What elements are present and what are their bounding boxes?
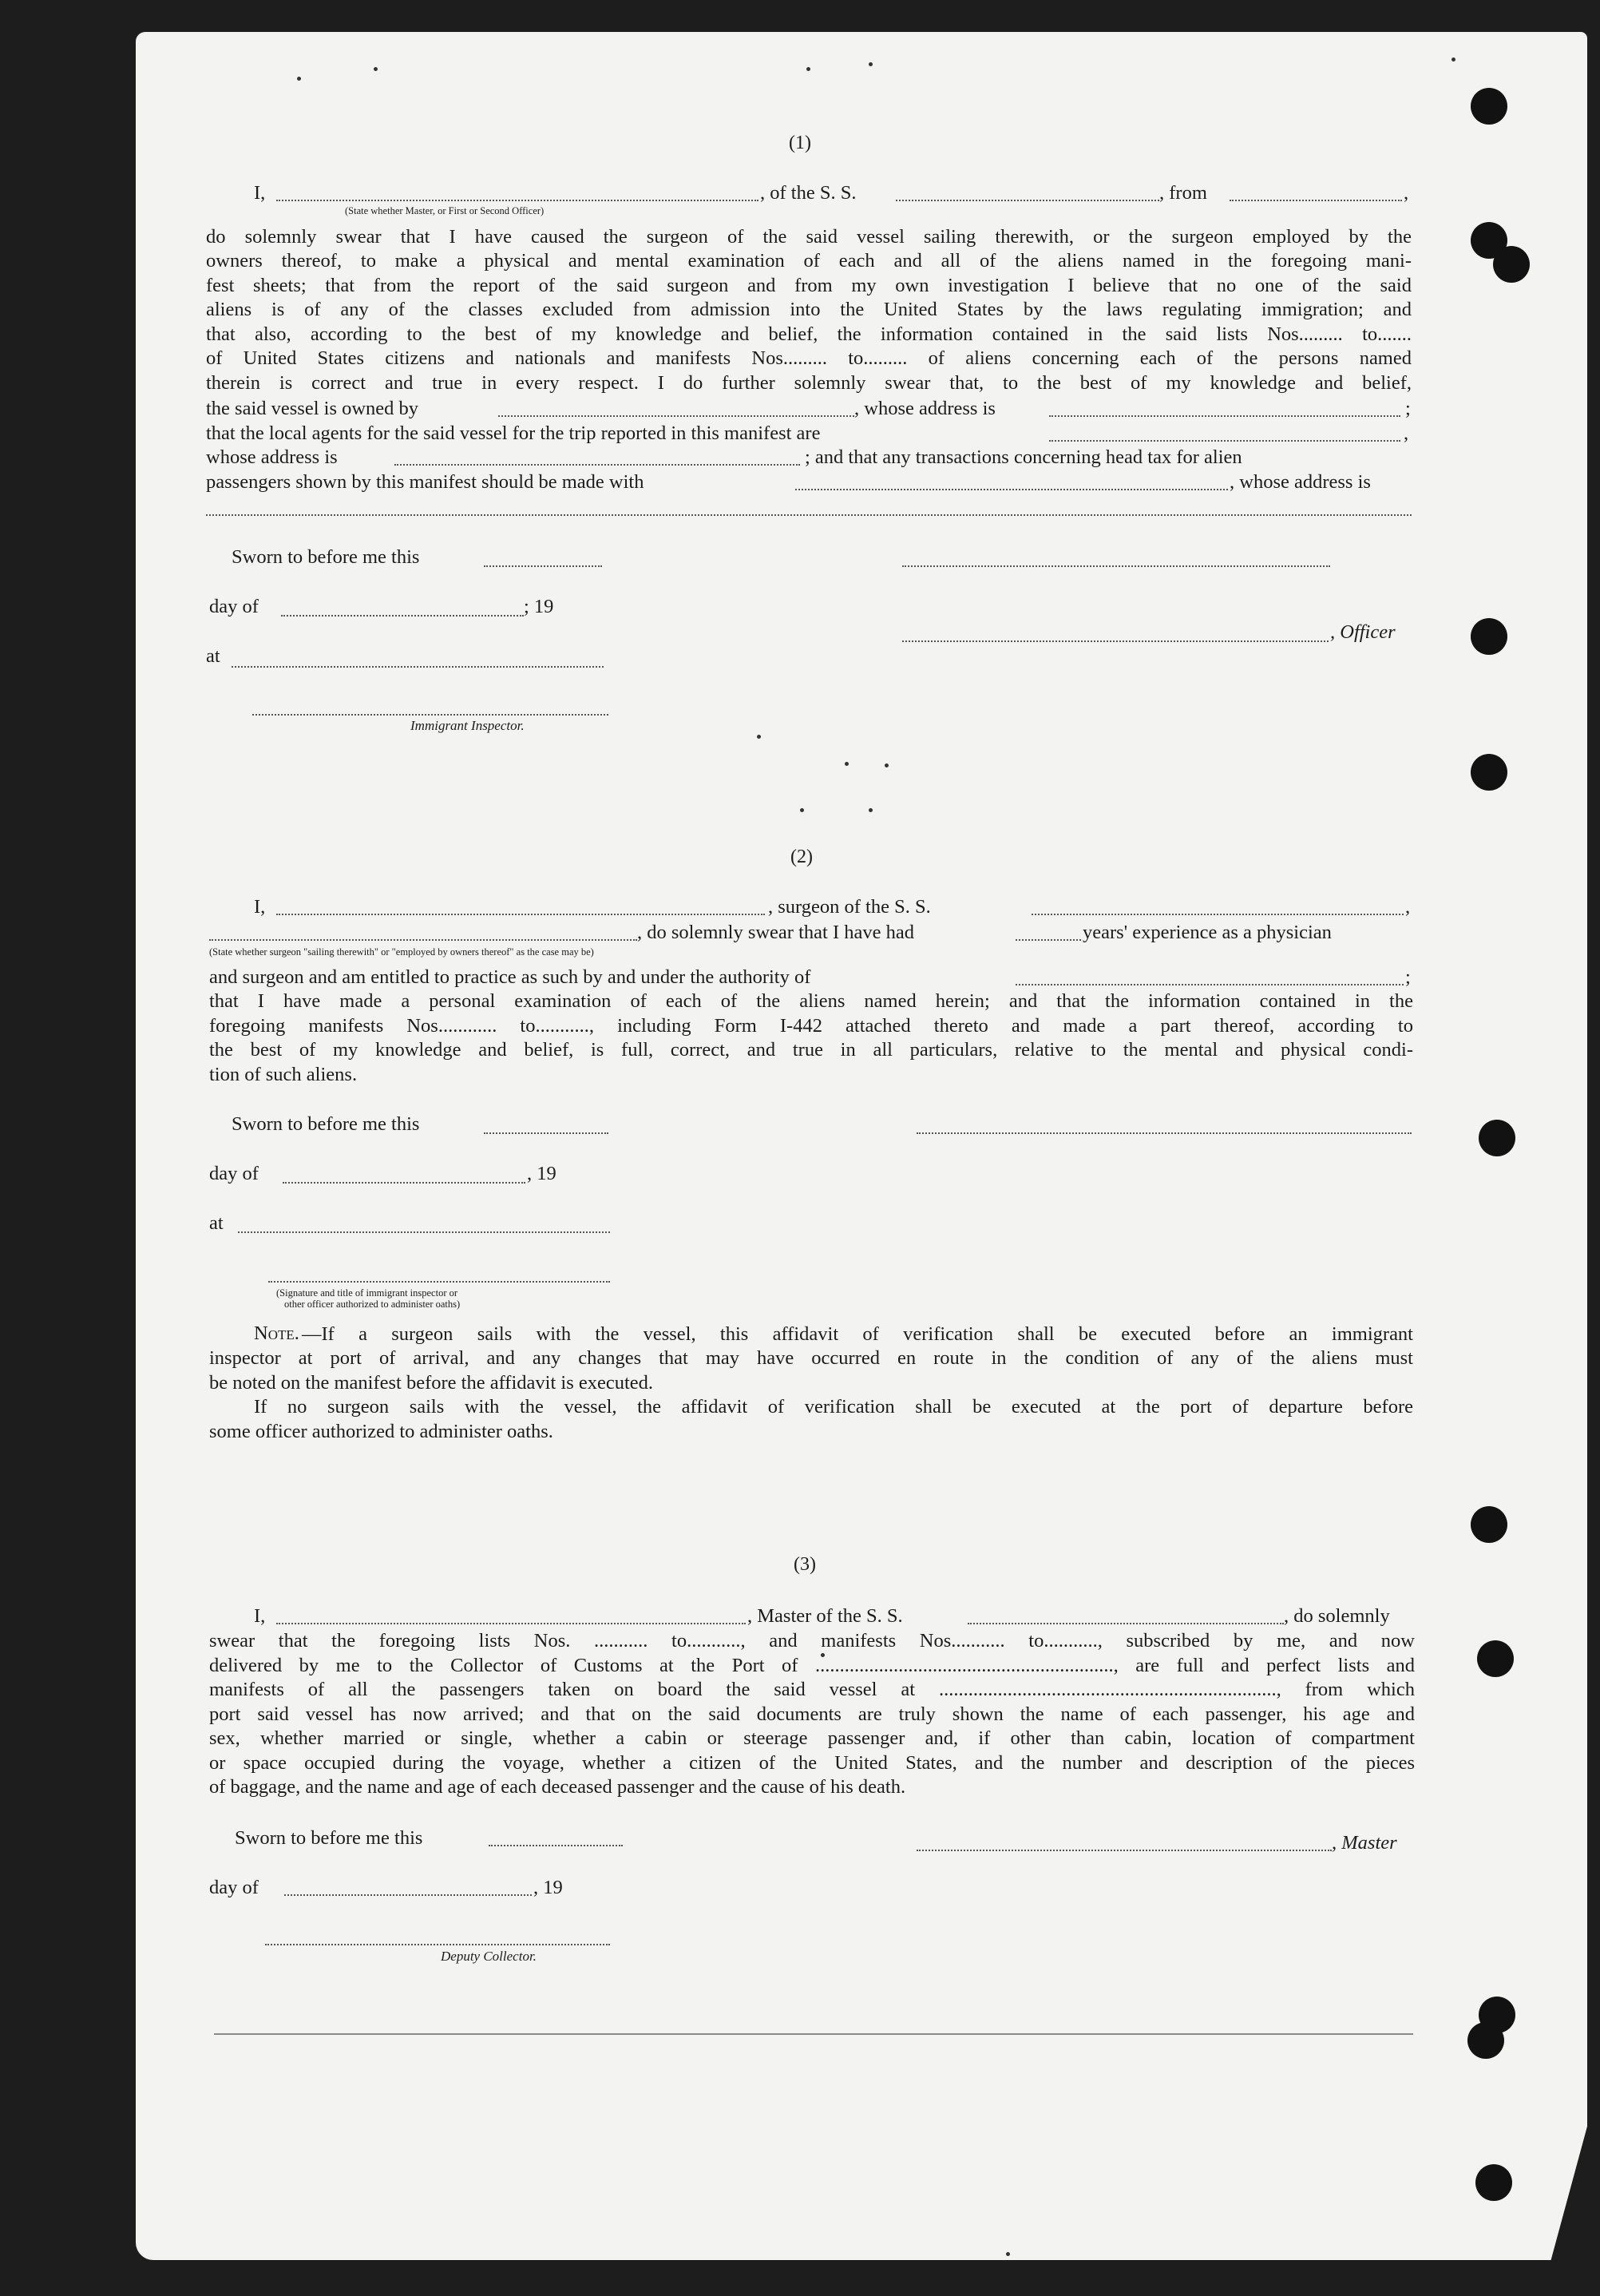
authority-field: [1016, 984, 1404, 985]
year-label-2: , 19: [527, 1163, 556, 1184]
day-of-field-2: [283, 1182, 525, 1184]
binder-hole: [1471, 1506, 1507, 1543]
paper-speck: [1451, 57, 1455, 61]
paragraph-line: that also, according to the best of my knowledge and belief, the information contained in the said lists Nos......... to.......: [206, 323, 1412, 345]
surgeon-status-note: (State whether surgeon "sailing therewith" or "employed by owners thereof" as the case may be): [209, 946, 594, 958]
surgeon-signature-line: [917, 1132, 1412, 1134]
binder-hole: [1493, 246, 1530, 283]
paragraph-line: If no surgeon sails with the vessel, the affidavit of verification shall be executed at the port of departure before: [254, 1396, 1413, 1418]
sworn-date-field-3: [489, 1845, 623, 1846]
binder-hole: [1477, 1640, 1514, 1677]
head-tax-label: ; and that any transactions concerning head tax for alien: [805, 446, 1242, 468]
sworn-date-field-2: [484, 1132, 608, 1134]
officer-label: , Officer: [1330, 621, 1396, 643]
sworn-label-1: Sworn to before me this: [232, 546, 420, 568]
paragraph-line: —If a surgeon sails with the vessel, this affidavit of verification shall be executed before an immigrant: [302, 1323, 1413, 1345]
paragraph-line: aliens is of any of the classes excluded from admission into the United States by the laws regulating immigration; and: [206, 299, 1412, 320]
paragraph-line: some officer authorized to administer oaths.: [209, 1421, 553, 1442]
bottom-rule: [214, 2033, 1413, 2035]
paper-speck: [869, 62, 873, 66]
section-2-i: I,: [254, 896, 266, 918]
paragraph-line: delivered by me to the Collector of Customs at the Port of ............................................................., are full and perfect lists and: [209, 1655, 1415, 1676]
departure-port-field: [1230, 200, 1402, 201]
binder-hole: [1467, 2022, 1504, 2059]
note-label: Note.: [254, 1322, 299, 1344]
sworn-label-2: Sworn to before me this: [232, 1113, 420, 1135]
paragraph-line: inspector at port of arrival, and any changes that may have occurred en route in the condition of any of the aliens must: [209, 1347, 1413, 1369]
paragraph-line: or space occupied during the voyage, whether a citizen of the United States, and the number and description of the pieces: [209, 1752, 1415, 1774]
section-1-of-ss: , of the S. S.: [760, 182, 857, 204]
paragraph-line: port said vessel has now arrived; and that on the said documents are truly shown the name of each passenger, his age and: [209, 1703, 1415, 1725]
binder-hole: [1471, 754, 1507, 791]
paper-speck: [297, 77, 301, 81]
deputy-collector-label: Deputy Collector.: [441, 1949, 537, 1964]
paragraph-line: that I have made a personal examination of each of the aliens named herein; and that the information contained in the: [209, 990, 1413, 1012]
officer-signature-line-top: [902, 565, 1330, 567]
section-1-from: , from: [1159, 182, 1207, 204]
day-of-label-1: day of: [209, 596, 259, 617]
officer-rank-field: [276, 200, 758, 201]
years-experience-field: [1016, 939, 1081, 941]
paper-speck: [806, 67, 810, 71]
binder-hole: [1479, 1120, 1515, 1156]
agents-address-field: [394, 464, 800, 466]
master-label: , Master: [1332, 1832, 1397, 1854]
paper-speck: [800, 808, 804, 812]
section-3-i: I,: [254, 1605, 266, 1627]
year-label-3: , 19: [533, 1877, 563, 1898]
year-label-1: ; 19: [524, 596, 554, 617]
paragraph-line: foregoing manifests Nos............ to..........., including Form I-442 attached thereto and made a part thereof, according to: [209, 1015, 1413, 1037]
surgeon-vessel-field: [1032, 914, 1404, 915]
section-1-rank-note: (State whether Master, or First or Second Officer): [345, 205, 545, 216]
paper-speck: [845, 762, 849, 766]
surgeon-comma: ,: [1405, 896, 1411, 918]
owned-by-label: the said vessel is owned by: [206, 398, 419, 419]
deputy-signature-line: [265, 1944, 610, 1945]
passengers-label: passengers shown by this manifest should be made with: [206, 471, 644, 493]
semicolon: ;: [1405, 398, 1411, 419]
binder-hole: [1471, 88, 1507, 125]
surgeon-swear-label: , do solemnly swear that I have had: [637, 922, 914, 943]
owner-field: [498, 415, 854, 417]
master-solemnly-label: , do solemnly: [1284, 1605, 1390, 1627]
inspector-signature-line: [252, 714, 608, 716]
paragraph-line: the best of my knowledge and belief, is full, correct, and true in all particulars, relative to the mental and physical condi-: [209, 1039, 1413, 1061]
sworn-date-field-1: [484, 565, 602, 567]
binder-hole: [1475, 2164, 1512, 2201]
paper-speck: [757, 735, 761, 739]
day-of-label-3: day of: [209, 1877, 259, 1898]
section-1-from-comma: ,: [1404, 182, 1409, 204]
section-3-number: (3): [794, 1554, 816, 1575]
agents-address-label: whose address is: [206, 446, 338, 468]
at-label-2: at: [209, 1212, 224, 1234]
master-of-ss-label: , Master of the S. S.: [747, 1605, 903, 1627]
at-field-1: [232, 666, 604, 668]
owner-address-label: , whose address is: [854, 398, 996, 419]
local-agents-field: [1049, 440, 1400, 442]
paragraph-line: owners thereof, to make a physical and mental examination of each and all of the aliens named in the foregoing mani-: [206, 250, 1412, 272]
at-field-2: [238, 1231, 610, 1233]
paper-speck: [1006, 2252, 1010, 2256]
officer-signature-line: [902, 640, 1329, 642]
years-experience-label: years' experience as a physician: [1083, 922, 1332, 943]
sworn-label-3: Sworn to before me this: [235, 1827, 423, 1849]
paragraph-line: fest sheets; that from the report of the said surgeon and from my own investigation I believe that no one of the said: [206, 275, 1412, 296]
at-label-1: at: [206, 645, 220, 667]
section-1-number: (1): [789, 133, 811, 153]
paragraph-line: swear that the foregoing lists Nos. ........... to..........., and manifests Nos........... to..........., subscribed by me, and now: [209, 1630, 1415, 1652]
oath-officer-signature-line: [268, 1281, 610, 1283]
master-name-field: [276, 1623, 746, 1624]
owner-address-field: [1049, 415, 1400, 417]
comma: ,: [1404, 422, 1409, 444]
paragraph-line: of United States citizens and nationals and manifests Nos......... to......... of aliens concerning each of the persons named: [206, 347, 1412, 369]
surgeon-of-ss-label: , surgeon of the S. S.: [768, 896, 931, 918]
paragraph-line: tion of such aliens.: [209, 1064, 358, 1085]
binder-hole: [1471, 618, 1507, 655]
day-of-field-1: [281, 615, 524, 617]
paragraph-line: do solemnly swear that I have caused the surgeon of the said vessel sailing therewith, or the surgeon employed by the: [206, 226, 1412, 248]
master-vessel-field: [968, 1623, 1284, 1624]
local-agents-label: that the local agents for the said vessel for the trip reported in this manifest are: [206, 422, 821, 444]
head-tax-address-field: [206, 514, 1412, 516]
day-of-field-3: [284, 1894, 532, 1896]
paragraph-line: therein is correct and true in every respect. I do further solemnly swear that, to the best of my knowledge and belief,: [206, 372, 1412, 394]
head-tax-party-field: [795, 489, 1228, 490]
paragraph-line: sex, whether married or single, whether a cabin or steerage passenger and, if other than cabin, location of compartment: [209, 1727, 1415, 1749]
section-2-number: (2): [790, 847, 813, 867]
paper-speck: [869, 808, 873, 812]
section-1-i: I,: [254, 182, 266, 204]
paragraph-line: of baggage, and the name and age of each deceased passenger and the cause of his death.: [209, 1776, 906, 1798]
authority-semicolon: ;: [1405, 966, 1411, 988]
paragraph-line: manifests of all the passengers taken on board the said vessel at ....................................................................., from which: [209, 1679, 1415, 1700]
day-of-label-2: day of: [209, 1163, 259, 1184]
surgeon-status-field: [209, 939, 637, 941]
signature-note-line-1: (Signature and title of immigrant inspector or: [276, 1287, 458, 1299]
master-signature-line: [917, 1850, 1332, 1851]
paper-speck: [885, 763, 889, 767]
signature-note-line-2: other officer authorized to administer oaths): [284, 1299, 461, 1310]
passengers-address-label: , whose address is: [1230, 471, 1371, 493]
paper-speck: [374, 67, 378, 71]
authority-label: and surgeon and am entitled to practice as such by and under the authority of: [209, 966, 811, 988]
immigrant-inspector-label: Immigrant Inspector.: [410, 718, 525, 733]
vessel-name-field: [896, 200, 1159, 201]
surgeon-name-field: [276, 914, 765, 915]
paragraph-line: be noted on the manifest before the affidavit is executed.: [209, 1372, 654, 1394]
